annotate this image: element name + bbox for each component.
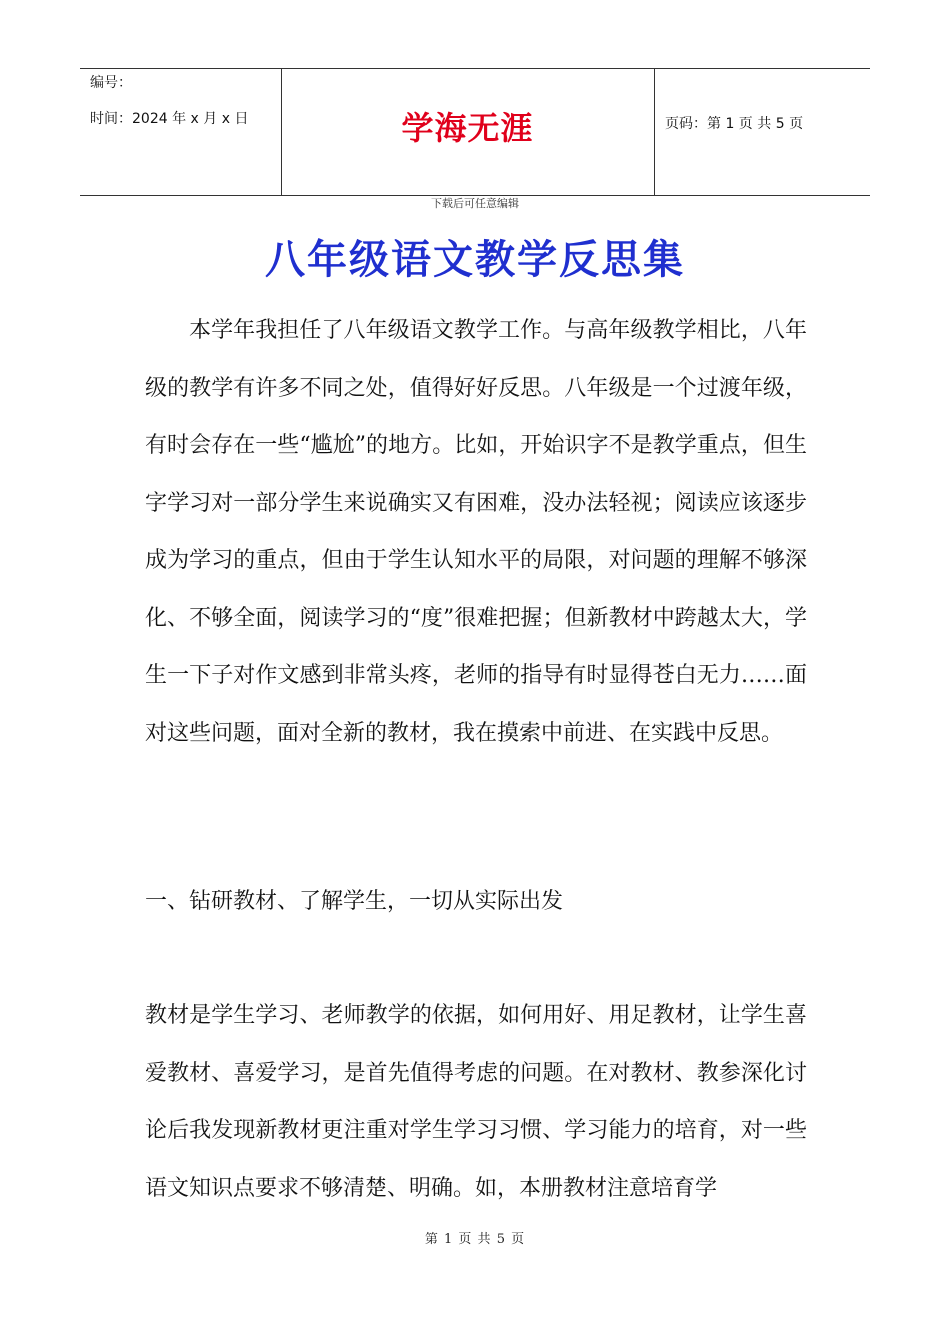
header-table: [80, 68, 870, 196]
header-left-cell: [80, 69, 282, 195]
date-label: 时间：2024 年 x 月 x 日: [90, 111, 249, 127]
paragraph-textbook: 教材是学生学习、老师教学的依据，如何用好、用足教材，让学生喜爱教材、喜爱学习，是首先值得考虑的问题。在对教材、教参深化讨论后我发现新教材更注重对学生学习习惯、学习能力的培育，对一些语文知识点要求不够清楚、明确。如，本册教材注意培育学: [145, 1003, 807, 1201]
edit-note: 下载后可任意编辑: [431, 197, 519, 210]
section-heading: 一、钻研教材、了解学生，一切从实际出发: [145, 889, 564, 914]
document-title: 八年级语文教学反思集: [265, 237, 685, 283]
header-middle-cell: [281, 69, 655, 195]
page-footer: 第 1 页 共 5 页: [424, 1232, 526, 1247]
paragraph-intro: 本学年我担任了八年级语文教学工作。与高年级教学相比，八年级的教学有许多不同之处，值得好好反思。八年级是一个过渡年级，有时会存在一些“尴尬”的地方。比如，开始识字不是教学重点，但生字学习对一部分学生来说确实又有困难，没办法轻视；阅读应该逐步成为学习的重点，但由于学生认知水平的局限，对问题的理解不够深化、不够全面，阅读学习的“度”很难把握；但新教材中跨越太大，学生一下子对作文感到非常头疼，老师的指导有时显得苍白无力……面对这些问题，面对全新的教材，我在摸索中前进、在实践中反思。: [145, 318, 807, 746]
header-right-cell: [655, 69, 870, 195]
document-number-label: 编号：: [90, 75, 132, 91]
page-indicator: 页码：第 1 页 共 5 页: [665, 116, 804, 132]
brand-title: 学海无涯: [401, 109, 534, 147]
